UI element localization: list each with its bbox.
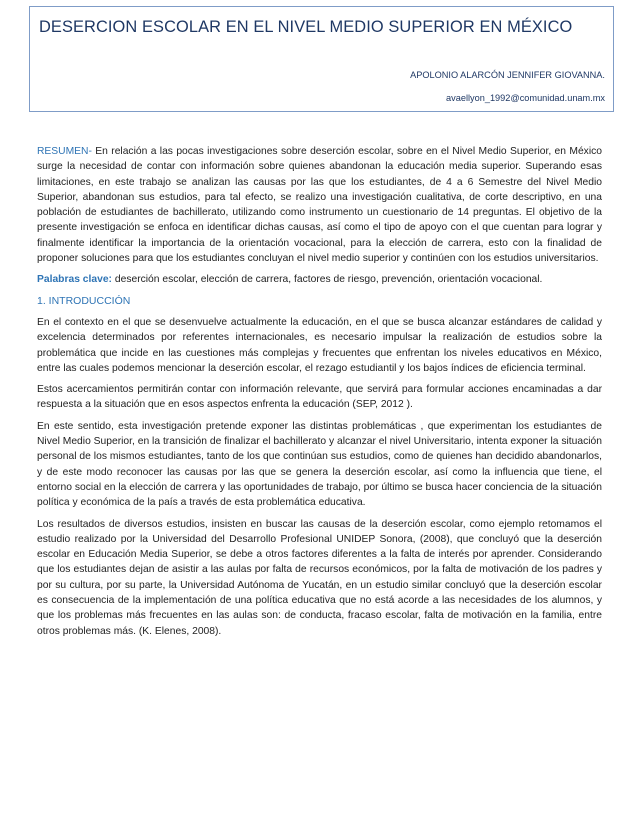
keywords-paragraph <box>37 272 602 287</box>
intro-paragraph: Los resultados de diversos estudios, insisten en buscar las causas de la deserción escolar, como ejemplo retomamos el estudio realizado por la Universidad del Desarrollo Profesional UNIDEP Sonora, (2008), que concluyó que la deserción escolar en Educación Media Superior, se debe a otros factores diferentes a la falta de interés por aprender. Considerando que los estudiantes dejan de asistir a las aulas por falta de recursos económicos, por la falta de motivación de los padres y por su cultura, por su parte, la Universidad Autónoma de Yucatán, en un estudio similar concluyó que la deserción escolar es consecuencia de la implementación de una política educativa que no está acorde a las necesidades de los alumnos, y que los problemas más frecuentes en las aulas son: de conducta, fracaso escolar, falta de motivación en la familia, entre otros problemas más. (K. Elenes, 2008). <box>37 518 602 637</box>
keywords-label: Palabras clave: <box>37 274 112 286</box>
author-email: avaellyon_1992@comunidad.unam.mx <box>446 93 605 103</box>
paper-title: DESERCION ESCOLAR EN EL NIVEL MEDIO SUPERIOR EN MÉXICO <box>39 18 573 36</box>
section-heading-introduccion: 1. INTRODUCCIÓN <box>37 294 131 307</box>
title-box <box>29 6 614 112</box>
abstract-text: En relación a las pocas investigaciones sobre deserción escolar, sobre en el Nivel Medio Superior, en México surge la necesidad de contar con información sobre quienes abandonan la educación media superior. Superando esas limitaciones, en este trabajo se analizan las causas por las que los estudiantes, de 4 a 6 Semestre del Nivel Medio Superior, abandonan sus estudios, para tal efecto, se realizo una investigación cualitativa, de corte descriptivo, en una población de estudiantes de bachillerato, utilizando como instrumento un cuestionario de 14 preguntas. El objetivo de la presente investigación se enfoca en identificar dichas causas, así como el tipo de apoyo con el que cuentan para lograr y finalmente identificar la importancia de la orientación vocacional, para la elección de carrera, esto con la finalidad de proponer soluciones para que los estudiantes concluyan el nivel medio superior y continúen con los estudios universitarios. <box>37 146 602 265</box>
keywords-text: deserción escolar, elección de carrera, factores de riesgo, prevención, orientación vocacional. <box>112 274 543 286</box>
paper-body <box>37 144 602 645</box>
abstract-paragraph <box>37 144 602 266</box>
author-name: APOLONIO ALARCÓN JENNIFER GIOVANNA. <box>410 70 605 80</box>
intro-paragraph: En el contexto en el que se desenvuelve actualmente la educación, en el que se busca alcanzar estándares de calidad y excelencia determinados por referentes internacionales, es necesario impulsar la realización de estudios sobre la problemática que incide en las cuestiones más complejas y frecuentes que enfrentan los niveles educativos en México, entre las cuales podemos mencionar la deserción escolar, el rezago estudiantil y los bajos índices de eficiencia terminal. <box>37 316 602 374</box>
abstract-label: RESUMEN- <box>37 146 92 157</box>
intro-paragraph: En este sentido, esta investigación pretende exponer las distintas problemáticas , que experimentan los estudiantes de Nivel Medio Superior, en la transición de finalizar el bachillerato y alcanzar el nivel Universitario, intenta exponer la situación personal de los mismos estudiantes, tanto de los que continúan sus estudios, como de quienes han decidido abandonarlos, y de este modo reconocer las causas por las que se genera la deserción escolar, así como la influencia que tiene, el entorno social en la elección de carrera y las oportunidades de trabajo, por último se busca hacer conciencia de la situación política y económica de la país a través de esta problemática educativa. <box>37 420 602 509</box>
intro-paragraph: Estos acercamientos permitirán contar con información relevante, que servirá para formular acciones encaminadas a dar respuesta a la situación que en esos aspectos enfrenta la educación (SEP, 2012 ). <box>37 384 602 411</box>
